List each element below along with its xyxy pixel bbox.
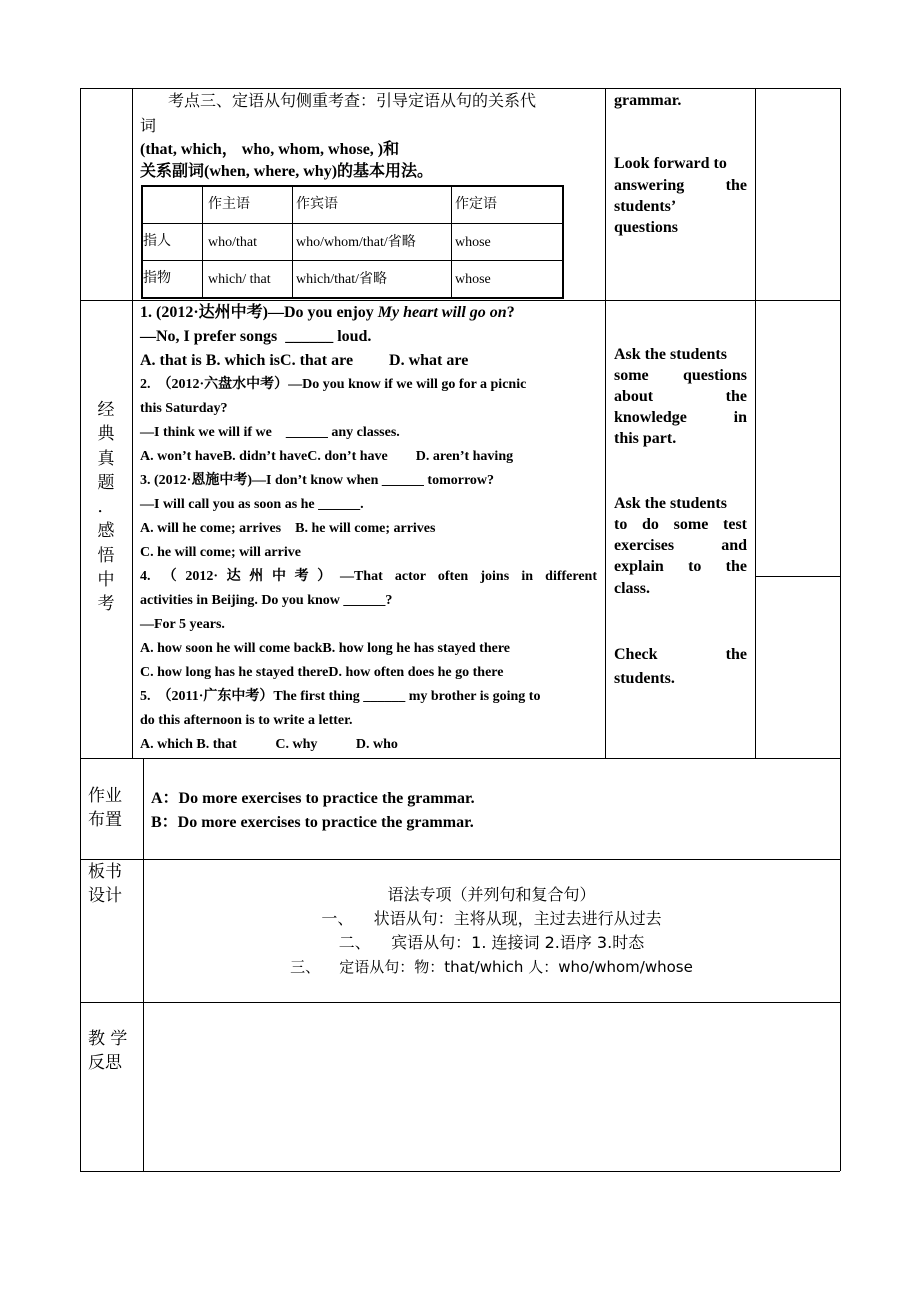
homework-label-line2: 布置 — [88, 810, 122, 830]
section1-heading-line1: 考点三、定语从句侧重考查：引导定语从句的关系代 — [168, 91, 537, 110]
section2-label: 经 典 真 题 ． 感 悟 中 考 — [97, 400, 115, 615]
teacher-note-check-line2: students. — [614, 670, 675, 687]
row-divider-right-partial — [755, 576, 840, 577]
pronoun-table-header-object: 作宾语 — [296, 196, 338, 212]
question-3-options-2: C. he will come; will arrive — [140, 545, 301, 560]
pronoun-table-col2 — [292, 185, 293, 298]
board-label-line1: 板书 — [88, 862, 122, 882]
table-border-left — [80, 88, 81, 1171]
section1-heading-line3: (that, which， who, whom, whose, )和 — [140, 141, 400, 158]
teacher-note-ask-2-line4: explain to the — [614, 558, 747, 575]
pronoun-table-row-thing-subject: which/ that — [208, 272, 271, 287]
question-4-stem: 4. （2012·达州中考）—That actor often joins in different — [140, 569, 597, 584]
reflection-content-area[interactable] — [144, 1003, 839, 1170]
col-divider-label-top — [132, 88, 133, 758]
pronoun-table-row-thing-attributive: whose — [455, 272, 491, 287]
question-2-stem: 2. （2012·六盘水中考）—Do you know if we will go for a picnic — [140, 377, 527, 392]
pronoun-table-header-subject: 作主语 — [208, 196, 250, 212]
teacher-note-ask-1-line4: knowledge in — [614, 409, 747, 426]
reflection-label-line2: 反思 — [88, 1053, 122, 1073]
teacher-note-ask-1-line5: this part. — [614, 430, 677, 447]
question-4-stem-cont: activities in Beijing. Do you know ______? — [140, 593, 393, 608]
pronoun-table-row-person-subject: who/that — [208, 235, 257, 250]
question-3-options-1: A. will he come; arrives B. he will come; arrives — [140, 521, 436, 536]
question-3-stem: 3. (2012·恩施中考)—I don’t know when ______ tomorrow? — [140, 473, 495, 488]
reflection-label-line1: 教 学 — [88, 1029, 128, 1049]
teacher-note-look-forward-3: students’ — [614, 198, 677, 215]
pronoun-table-row-person-label: 指人 — [143, 233, 171, 249]
pronoun-table-row-person-object: who/whom/that/省略 — [296, 235, 416, 250]
board-item-2: 二、 宾语从句：1. 连接词 2.语序 3.时态 — [338, 933, 645, 952]
homework-label-line1: 作业 — [88, 786, 122, 806]
question-4-reply: —For 5 years. — [140, 617, 225, 632]
board-label-line2: 设计 — [88, 886, 122, 906]
teacher-note-check-line1: Check the — [614, 646, 747, 663]
teacher-note-look-forward-2: answering the — [614, 177, 747, 194]
teacher-note-ask-1-line1: Ask the students — [614, 346, 727, 363]
pronoun-table-header-attributive: 作定语 — [455, 196, 497, 212]
teacher-note-grammar: grammar. — [614, 92, 682, 109]
pronoun-table-row-thing-label: 指物 — [143, 270, 171, 286]
pronoun-table-row-person-attributive: whose — [455, 235, 491, 250]
question-5-stem: 5. （2011·广东中考）The first thing ______ my brother is going to — [140, 689, 541, 704]
homework-line-b: B：Do more exercises to practice the grammar. — [151, 814, 474, 831]
table-border-right — [840, 88, 841, 1171]
question-1-options: A. that is B. which isC. that are D. what are — [140, 352, 469, 369]
question-5-stem-cont: do this afternoon is to write a letter. — [140, 713, 353, 728]
question-2-reply: —I think we will if we ______ any classes. — [140, 425, 400, 440]
pronoun-table-row1 — [141, 223, 564, 224]
teacher-note-ask-2-line2: to do some test — [614, 516, 747, 533]
row-divider-2 — [80, 758, 840, 759]
table-border-top — [80, 88, 840, 89]
row-divider-1 — [80, 300, 840, 301]
pronoun-table-top — [141, 185, 564, 187]
table-border-bottom — [80, 1171, 840, 1172]
teacher-note-ask-2-line5: class. — [614, 580, 650, 597]
question-3-reply: —I will call you as soon as he ______. — [140, 497, 364, 512]
row-divider-3 — [80, 859, 840, 860]
teacher-note-ask-1-line3: about the — [614, 388, 747, 405]
pronoun-table-row-thing-object: which/that/省略 — [296, 272, 387, 287]
section1-heading-line2: 词 — [140, 116, 157, 135]
section1-heading-line4: 关系副词(when, where, why)的基本用法。 — [140, 163, 434, 180]
homework-line-a: A：Do more exercises to practice the grammar. — [151, 790, 475, 807]
pronoun-table-col1 — [202, 185, 203, 298]
pronoun-table-right — [562, 185, 564, 298]
teacher-note-ask-2-line3: exercises and — [614, 537, 747, 554]
col-divider-notes — [755, 88, 756, 758]
pronoun-table-row2 — [141, 260, 564, 261]
question-4-options-1: A. how soon he will come backB. how long he has stayed there — [140, 641, 510, 656]
question-2-stem-cont: this Saturday? — [140, 401, 228, 416]
teacher-note-look-forward-1: Look forward to — [614, 155, 727, 172]
board-title: 语法专项（并列句和复合句） — [387, 885, 596, 904]
teacher-note-ask-2-line1: Ask the students — [614, 495, 727, 512]
board-item-3: 三、 定语从句：物：that/which 人：who/whom/whose — [290, 958, 693, 976]
question-4-options-2: C. how long has he stayed thereD. how often does he go there — [140, 665, 504, 680]
teacher-note-look-forward-4: questions — [614, 219, 679, 236]
question-1-reply: —No, I prefer songs ______ loud. — [140, 328, 372, 345]
pronoun-table-col3 — [451, 185, 452, 298]
pronoun-table-bottom — [141, 297, 564, 299]
question-1-stem: 1. (2012·达州中考)—Do you enjoy My heart will go on? — [140, 304, 515, 321]
board-item-1: 一、 状语从句：主将从现，主过去进行从过去 — [321, 909, 662, 928]
question-2-options: A. won’t haveB. didn’t haveC. don’t have D. aren’t having — [140, 449, 514, 464]
col-divider-teacher — [605, 88, 606, 758]
question-5-options: A. which B. that C. why D. who — [140, 737, 398, 752]
teacher-note-ask-1-line2: some questions — [614, 367, 747, 384]
